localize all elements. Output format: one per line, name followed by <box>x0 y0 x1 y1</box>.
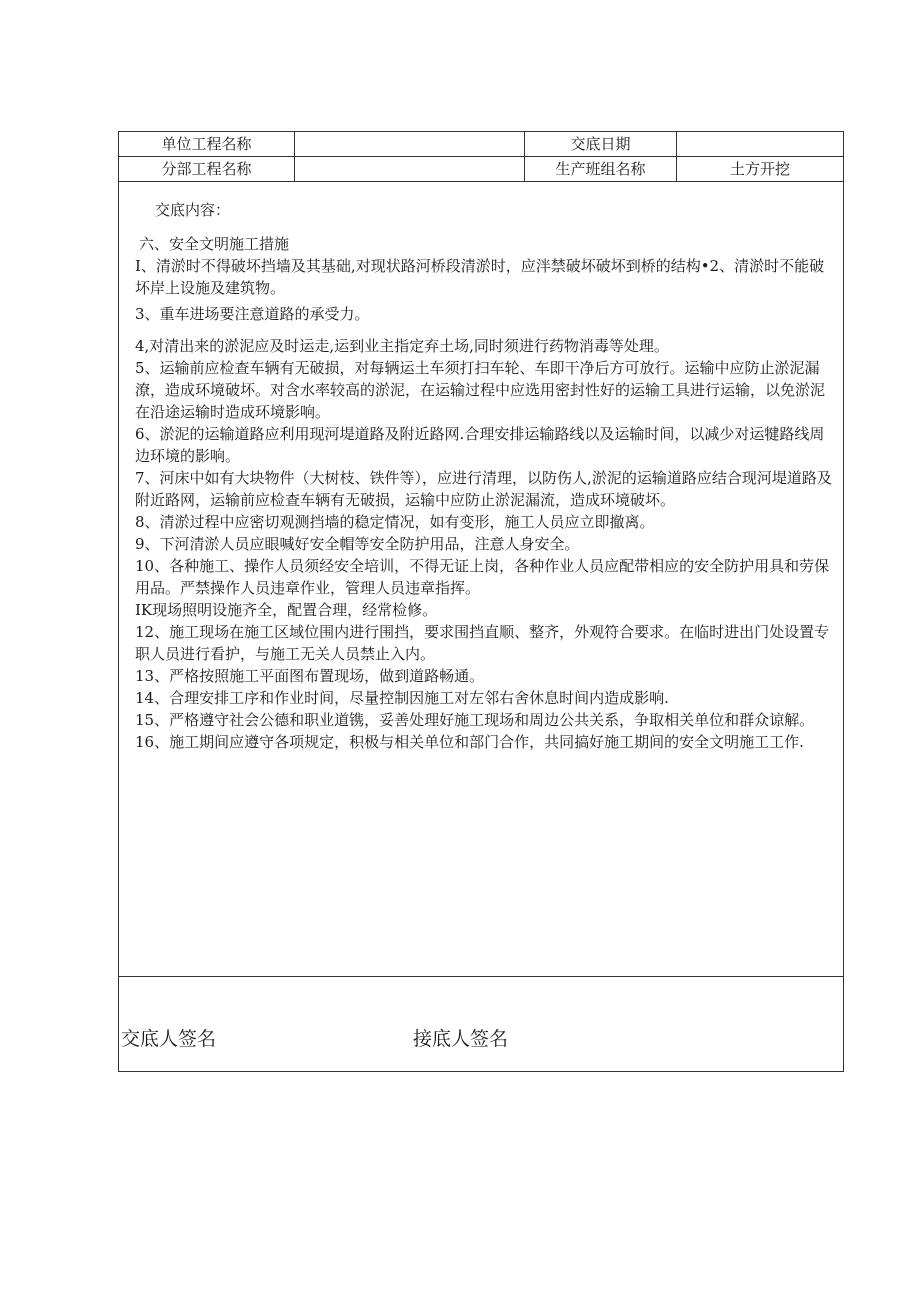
list-item: 5、运输前应检查车辆有无破损，对每辆运土车须打扫车轮、车即干净后方可放行。运输中应防止淤泥漏潦，造成环境破坏。对含水率较高的淤泥，在运输过程中应选用密封性好的运输工具进行运输，以免淤泥在沿途运输时造成环境影响。 <box>135 359 826 421</box>
work-team-name-field[interactable]: 土方开挖 <box>729 160 790 178</box>
disclosure-content <box>119 182 843 977</box>
list-item: 16、施工期间应遵守各项规定，积极与相关单位和部门合作，共同搞好施工期间的安全文明施工工作. <box>135 733 804 751</box>
section-title: 六、安全文明施工措施 <box>139 235 290 253</box>
disclosure-date-label: 交底日期 <box>525 132 677 156</box>
header-row-2 <box>119 157 843 182</box>
list-item: 7、河床中如有大块物件（大树枝、铁件等），应进行清理，以防伤人,淤泥的运输道路应结合现河堤道路及附近路网，运输前应检查车辆有无破损，运输中应防止淤泥漏流，造成环境破坏。 <box>135 469 832 509</box>
list-item: 10、各种施工、操作人员须经安全培训，不得无证上岗，各种作业人员应配带相应的安全防护用具和劳保用品。严禁操作人员违章作业，管理人员违章指挥。 <box>135 557 830 597</box>
header-row-1 <box>119 132 843 157</box>
list-item: 3、重车进场要注意道路的承受力。 <box>135 305 370 323</box>
receiver-signature-label: 接底人签名 <box>413 1028 509 1050</box>
signature-area <box>119 977 843 1071</box>
list-item: 14、合理安排工序和作业时间，尽量控制因施工对左邻右舍休息时间内造成影响. <box>135 689 669 707</box>
list-item: 15、严格遵守社会公德和职业道镌，妥善处理好施工现场和周边公共关系，争取相关单位和群众谅解。 <box>135 711 815 729</box>
list-item: 9、下河清淤人员应眼喊好安全帽等安全防护用品，注意人身安全。 <box>135 535 580 553</box>
unit-project-name-label: 单位工程名称 <box>119 132 295 156</box>
list-item: 13、严格按照施工平面图布置现场，做到道路畅通。 <box>135 667 485 685</box>
list-item: 12、施工现场在施工区域位围内进行围挡，要求围挡直顺、整齐，外观符合要求。在临时进出门处设置专职人员进行看护，与施工无关人员禁止入内。 <box>135 623 830 663</box>
list-item: I、清淤时不得破坏挡墙及其基础,对现状路河桥段清淤时，应泮禁破坏破坏到桥的结构•2、清淤时不能破坏岸上设施及建筑物。 <box>135 257 825 297</box>
sub-project-name-label: 分部工程名称 <box>119 157 295 181</box>
list-item: 8、清淤过程中应密切观测挡墙的稳定情况，如有变形，施工人员应立即撤离。 <box>135 513 655 531</box>
unit-project-name-field[interactable] <box>295 132 525 156</box>
discloser-signature-label: 交底人签名 <box>121 1028 217 1050</box>
list-item: 4,对清出来的淤泥应及时运走,运到业主指定弃土场,同时须进行药物消毒等处理。 <box>135 337 669 355</box>
work-team-name-label: 生产班组名称 <box>525 157 677 181</box>
list-item: 6、淤泥的运输道路应利用现河堤道路及附近路网.合理安排运输路线以及运输时间，以减少对运犍路线周边环境的影响。 <box>135 425 825 465</box>
disclosure-form <box>118 131 844 1072</box>
sub-project-name-field[interactable] <box>295 157 525 181</box>
list-item: IK现场照明设施齐全，配置合理，经常检修。 <box>135 601 438 619</box>
content-body <box>135 233 837 753</box>
disclosure-date-field[interactable] <box>677 132 843 156</box>
content-heading: 交底内容： <box>155 201 231 219</box>
